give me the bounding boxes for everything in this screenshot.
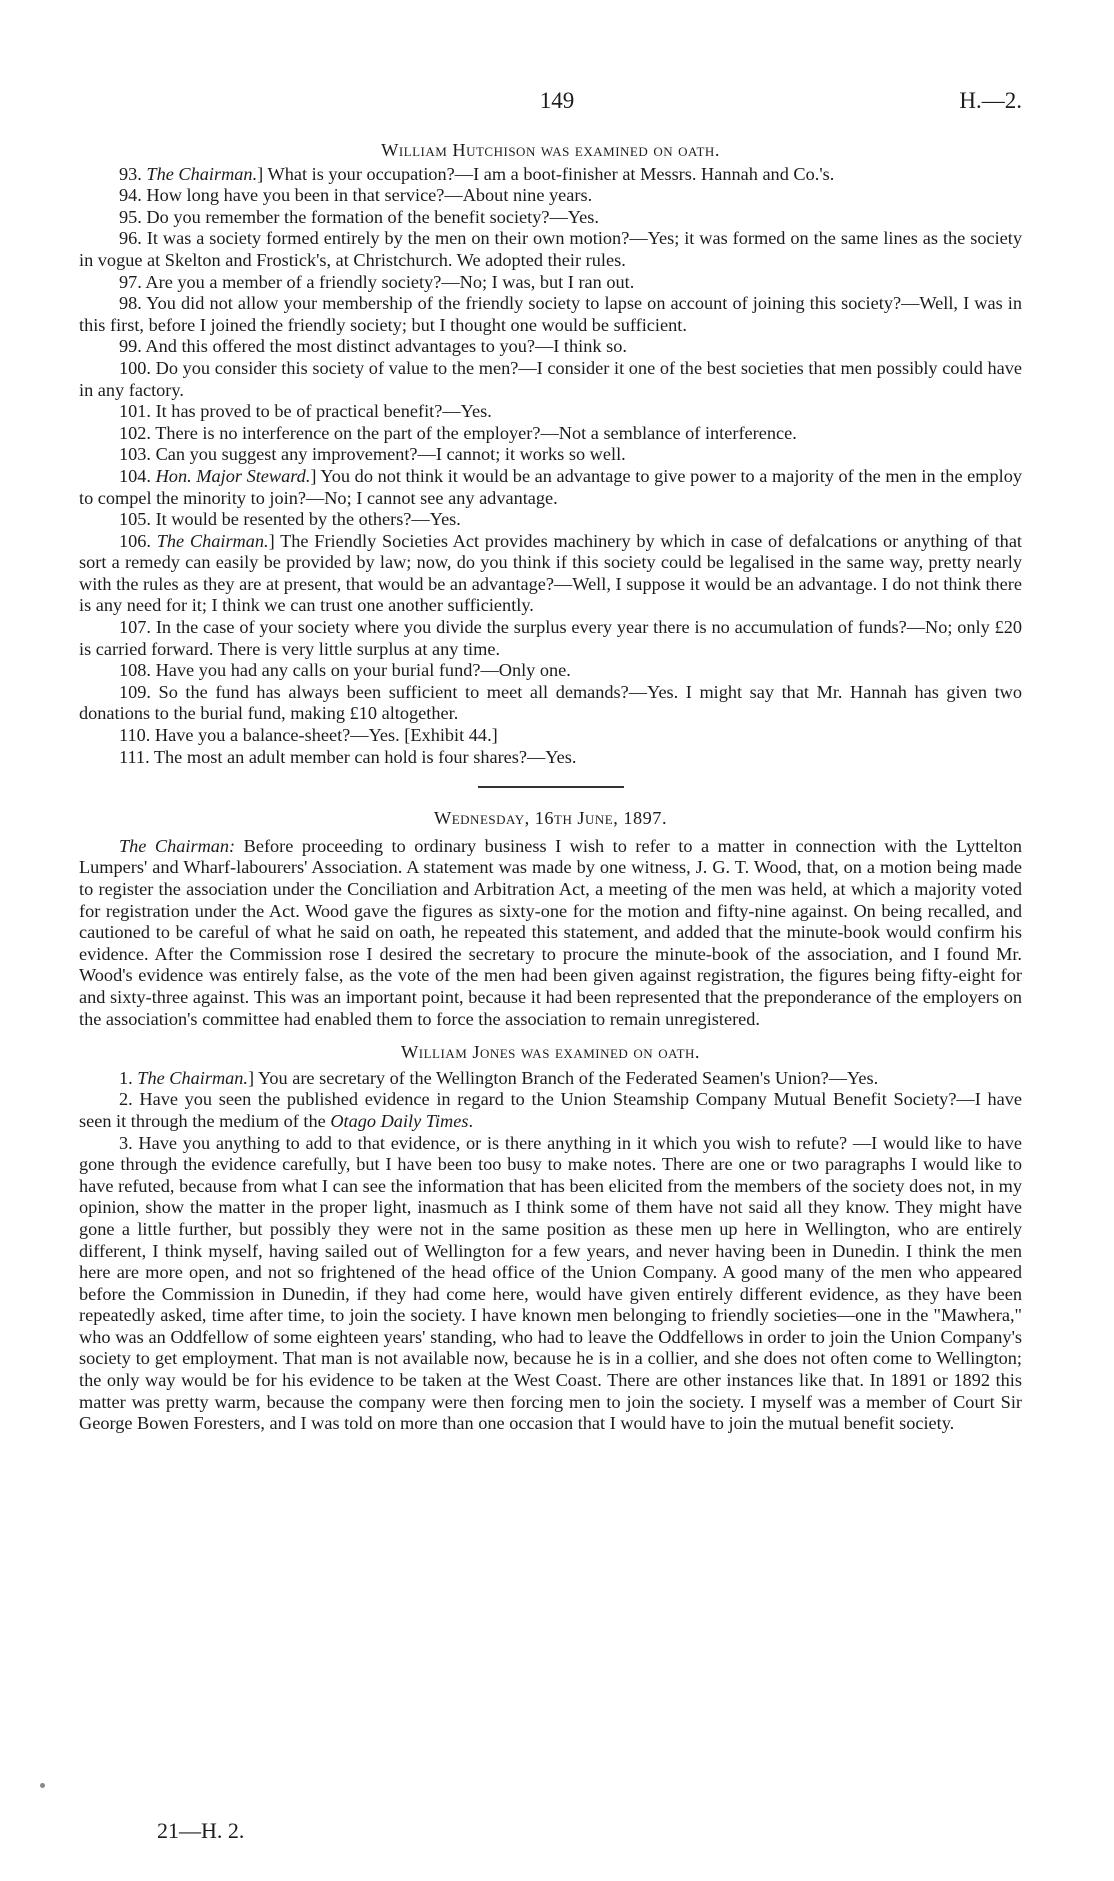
evidence-paragraph bbox=[79, 164, 1022, 186]
page-number: 149 bbox=[539, 88, 575, 113]
paragraph-text: 95. Do you remember the formation of the benefit society?—Yes. bbox=[119, 206, 599, 227]
paragraph-text: 109. So the fund has always been sufficient to meet all demands?—Yes. I might say that Mr. Hannah has given two donations to the burial fund, making £10 altogether. bbox=[79, 681, 1022, 724]
date-heading: Wednesday, 16th June, 1897. bbox=[433, 808, 668, 829]
statement-text: Before proceeding to ordinary business I wish to refer to a matter in connection with the Lyttelton Lumpers' and Wharf-labourers' Association. A statement was made by one witness, J. G. T. Wood, that, on a motion being made to register the association under the Conciliation and Arbitration Act, a meeting of the men was held, at which a majority voted for registration under the Act. Wood gave the figures as sixty-one for the motion and fifty-nine against. On being recalled, and cautioned to be careful of what he said on oath, he repeated this statement, and added that the minute-book would confirm his evidence. After the Commission rose I desired the secretary to procure the minute-book of the association, and I found Mr. Wood's evidence was entirely false, as the vote of the men had been given against registration, the figures being fifty-eight for and sixty-three against. This was an important point, because it had been represented that the preponderance of the employers on the association's committee had enabled them to force the association to remain unregistered. bbox=[79, 835, 1023, 1029]
question-text: ] You are secretary of the Wellington Branch of the Federated Seamen's Union?—Yes. bbox=[248, 1067, 879, 1088]
signature-mark: 21—H. 2. bbox=[157, 1818, 245, 1843]
jones-question-3: 3. Have you anything to add to that evidence, or is there anything in it which you wish to refute? —I would like to have gone through the evidence carefully, but I have been too busy to make notes. There are one or two paragraphs I would like to have refuted, because from what I can see the information that has been elicited from the members of the society does not, in my opinion, show the matter in the proper light, inasmuch as I think some of them have not said all they know. They might have gone a little further, but possibly they were not in the same position as these men up here in Wellington, who are entirely different, I think myself, having sailed out of Wellington for a few years, and never having been in Dunedin. I think the men here are more open, and not so frightened of the head office of the Union Company. A good many of the men who appeared before the Commission in Dunedin, if they had come here, would have given entirely different evidence, as they have been repeatedly asked, time after time, to join the society. I have known men belonging to friendly societies—one in the "Mawhera," who was an Oddfellow of some eighteen years' standing, who had to leave the Oddfellows in order to join the Union Company's society to get employment. That man is not available now, because he is in a collier, and she does not often come to Wellington; the only way would be for his evidence to be taken at the West Coast. There are other instances like that. In 1891 or 1892 this matter was pretty warm, because the company were then forcing men to join the society. I myself was a member of Court Sir George Bowen Foresters, and I was told on more than one occasion that I would have to join the mutual benefit society. bbox=[79, 1132, 1022, 1434]
paragraph-text: 103. Can you suggest any improvement?—I cannot; it works so well. bbox=[119, 444, 626, 465]
evidence-paragraph bbox=[79, 660, 1022, 682]
margin-mark bbox=[40, 1783, 45, 1788]
document-body bbox=[79, 140, 1022, 1435]
evidence-paragraph bbox=[79, 531, 1022, 617]
newspaper-title: Otago Daily Times bbox=[330, 1110, 469, 1131]
evidence-paragraph bbox=[79, 228, 1022, 271]
question-text: 2. Have you seen the published evidence in regard to the Union Steamship Company Mutual Benefit Society?—I have seen it through the medium of the bbox=[79, 1089, 1022, 1131]
evidence-paragraph bbox=[79, 336, 1022, 358]
evidence-paragraph bbox=[79, 401, 1022, 423]
paragraph-text: 111. The most an adult member can hold is four shares?—Yes. bbox=[119, 746, 577, 767]
witness-heading-hutchison: William Hutchison was examined on oath. bbox=[381, 140, 720, 160]
evidence-paragraph bbox=[79, 272, 1022, 294]
evidence-paragraph bbox=[79, 185, 1022, 207]
statement-speaker: The Chairman: bbox=[119, 835, 236, 856]
paragraph-text: 107. In the case of your society where you divide the surplus every year there is no accumulation of funds?—No; only £20 is carried forward. There is very little surplus at any time. bbox=[79, 617, 1022, 659]
evidence-paragraph bbox=[79, 466, 1022, 509]
page-header bbox=[0, 88, 1114, 128]
jones-question-1 bbox=[79, 1068, 1022, 1090]
paragraph-text: 101. It has proved to be of practical benefit?—Yes. bbox=[119, 401, 492, 422]
witness-heading-jones: William Jones was examined on oath. bbox=[401, 1042, 700, 1063]
evidence-paragraph bbox=[79, 509, 1022, 531]
paragraph-text-continued: ] What is your occupation?—I am a boot-finisher at Messrs. Hannah and Co.'s. bbox=[257, 163, 835, 184]
evidence-paragraph bbox=[79, 617, 1022, 660]
speaker-name: The Chairman. bbox=[156, 530, 269, 551]
paragraph-text: 104. bbox=[119, 465, 156, 486]
paragraph-text: 106. bbox=[119, 530, 157, 551]
paragraph-text-continued: ] You do not think it would be an advantage to give power to a majority of the men in the employ to compel the minority to join?—No; I cannot see any advantage. bbox=[79, 465, 1023, 508]
evidence-paragraph bbox=[79, 747, 1022, 769]
paragraph-text: 102. There is no interference on the part of the employer?—Not a semblance of interference. bbox=[119, 422, 797, 443]
paragraph-text: 93. bbox=[119, 163, 147, 184]
paragraph-text: 108. Have you had any calls on your burial fund?—Only one. bbox=[119, 660, 571, 681]
evidence-paragraph bbox=[79, 444, 1022, 466]
paragraph-text: 96. It was a society formed entirely by the men on their own motion?—Yes; it was formed on the same lines as the society in vogue at Skelton and Frostick's, at Christchurch. We adopted their rules. bbox=[79, 228, 1022, 270]
paragraph-text: 97. Are you a member of a friendly society?—No; I was, but I ran out. bbox=[119, 271, 635, 292]
paragraph-text: 105. It would be resented by the others?—Yes. bbox=[119, 509, 461, 530]
paragraph-text-continued: ] The Friendly Societies Act provides machinery by which in case of defalcations or anything of that sort a remedy can easily be provided by law; now, do you think if this society could be legalised in the same way, pretty nearly with the rules as they are at present, that would be an advantage?—Well, I suppose it would be an advantage. I do not think there is any need for it; I think we can trust one another sufficiently. bbox=[79, 530, 1023, 616]
paragraph-text: 99. And this offered the most distinct advantages to you?—I think so. bbox=[119, 336, 627, 357]
evidence-paragraph bbox=[79, 358, 1022, 401]
hutchison-evidence bbox=[79, 164, 1022, 769]
evidence-paragraph bbox=[79, 682, 1022, 725]
speaker-name: The Chairman. bbox=[146, 163, 258, 184]
speaker-name: Hon. Major Steward. bbox=[155, 465, 311, 486]
chairman-statement bbox=[79, 836, 1022, 1030]
paragraph-text: 100. Do you consider this society of value to the men?—I consider it one of the best societies that men possibly could have in any factory. bbox=[79, 357, 1022, 400]
speaker-name: The Chairman. bbox=[137, 1067, 248, 1088]
paragraph-text: 94. How long have you been in that service?—About nine years. bbox=[119, 185, 593, 206]
jones-question-2 bbox=[79, 1089, 1022, 1132]
evidence-paragraph bbox=[79, 207, 1022, 229]
paragraph-text: 98. You did not allow your membership of the friendly society to lapse on account of joining this society?—Well, I was in this first, before I joined the friendly society; but I thought one would be sufficient. bbox=[79, 293, 1022, 335]
page-reference: H.—2. bbox=[959, 88, 1022, 113]
question-number: 1. bbox=[119, 1067, 138, 1088]
evidence-paragraph bbox=[79, 423, 1022, 445]
section-divider bbox=[478, 786, 624, 788]
evidence-paragraph bbox=[79, 725, 1022, 747]
question-text-end: . bbox=[468, 1110, 474, 1131]
evidence-paragraph bbox=[79, 293, 1022, 336]
paragraph-text: 110. Have you a balance-sheet?—Yes. [Exhibit 44.] bbox=[119, 725, 498, 746]
